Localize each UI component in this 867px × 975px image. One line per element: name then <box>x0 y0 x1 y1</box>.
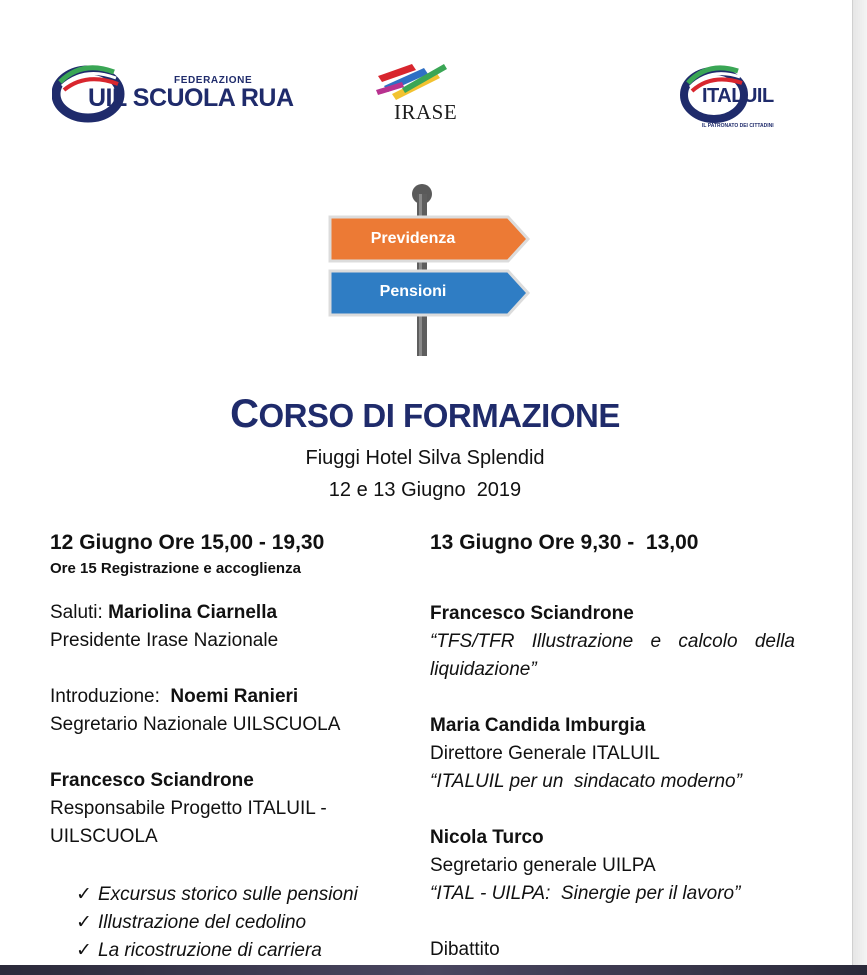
day2-heading: 13 Giugno Ore 9,30 - 13,00 <box>430 531 699 554</box>
speaker-name: Noemi Ranieri <box>170 686 299 707</box>
sign-previdenza: Previdenza <box>370 230 456 247</box>
speaker-name: Nicola Turco <box>430 827 544 848</box>
signpost-icon <box>328 182 533 357</box>
check-icon: ✓ <box>76 940 92 961</box>
speaker-name: Mariolina Ciarnella <box>108 602 278 623</box>
title-initial: C <box>230 392 259 436</box>
italuil-logo <box>680 55 798 137</box>
check-icon: ✓ <box>76 884 92 905</box>
speaker-name: Francesco Sciandrone <box>430 603 634 624</box>
day1-registration: Ore 15 Registrazione e accoglienza <box>50 560 301 577</box>
day1-speaker <box>50 767 410 851</box>
topics-list <box>50 881 410 965</box>
day2-speaker <box>430 824 795 908</box>
title-rest: ORSO DI FORMAZIONE <box>258 397 620 434</box>
bottom-band <box>0 965 867 975</box>
speaker-prefix: Saluti: <box>50 602 109 623</box>
list-item: ✓ La ricostruzione di carriera <box>76 937 410 965</box>
list-item: ✓ Illustrazione del cedolino <box>76 909 410 937</box>
list-item: ✓ Excursus storico sulle pensioni <box>76 881 410 909</box>
venue: Fiuggi Hotel Silva Splendid <box>305 447 545 469</box>
speaker-role: Presidente Irase Nazionale <box>50 630 279 651</box>
italuil-tagline: IL PATRONATO DEI CITTADINI <box>702 123 774 129</box>
event-dates: 12 e 13 Giugno 2019 <box>328 479 522 501</box>
day2-column <box>430 528 795 964</box>
day1-column <box>50 528 410 965</box>
irase-stripes-icon <box>372 58 477 103</box>
day1-heading: 12 Giugno Ore 15,00 - 19,30 <box>50 531 325 554</box>
uil-scuola-rua-logo <box>52 58 294 128</box>
check-icon: ✓ <box>76 912 92 933</box>
speaker-role: Direttore Generale ITALUIL <box>430 743 660 764</box>
day2-closing <box>430 936 795 964</box>
speaker-role: Segretario generale UILPA <box>430 855 656 876</box>
speaker-name: Maria Candida Imburgia <box>430 715 646 736</box>
speaker-talk: “ITALUIL per un sindacato moderno” <box>430 771 742 792</box>
italuil-text: ITALUIL <box>702 85 774 107</box>
uil-federazione-text: FEDERAZIONE <box>174 75 253 86</box>
day1-speaker <box>50 599 410 655</box>
speaker-prefix: Introduzione: <box>50 686 171 707</box>
signpost-illustration <box>328 182 533 357</box>
day2-speaker <box>430 712 795 796</box>
speaker-talk: “ITAL - UILPA: Sinergie per il lavoro” <box>430 883 741 904</box>
closing-text: Dibattito <box>430 939 500 960</box>
sign-pensioni: Pensioni <box>379 283 447 300</box>
speaker-name: Francesco Sciandrone <box>50 770 254 791</box>
uil-name-text: UIL SCUOLA RUA <box>88 84 294 112</box>
irase-text: IRASE <box>394 100 458 124</box>
day1-speaker <box>50 683 410 739</box>
speaker-talk: “TFS/TFR Illustrazione e calcolo della liquidazione” <box>430 631 795 680</box>
speaker-role: Responsabile Progetto ITALUIL - UILSCUOLA <box>50 798 327 847</box>
speaker-role: Segretario Nazionale UILSCUOLA <box>50 714 341 735</box>
page-title <box>0 392 850 437</box>
day2-speaker <box>430 600 795 684</box>
page-edge <box>852 0 867 975</box>
irase-logo <box>372 58 477 126</box>
